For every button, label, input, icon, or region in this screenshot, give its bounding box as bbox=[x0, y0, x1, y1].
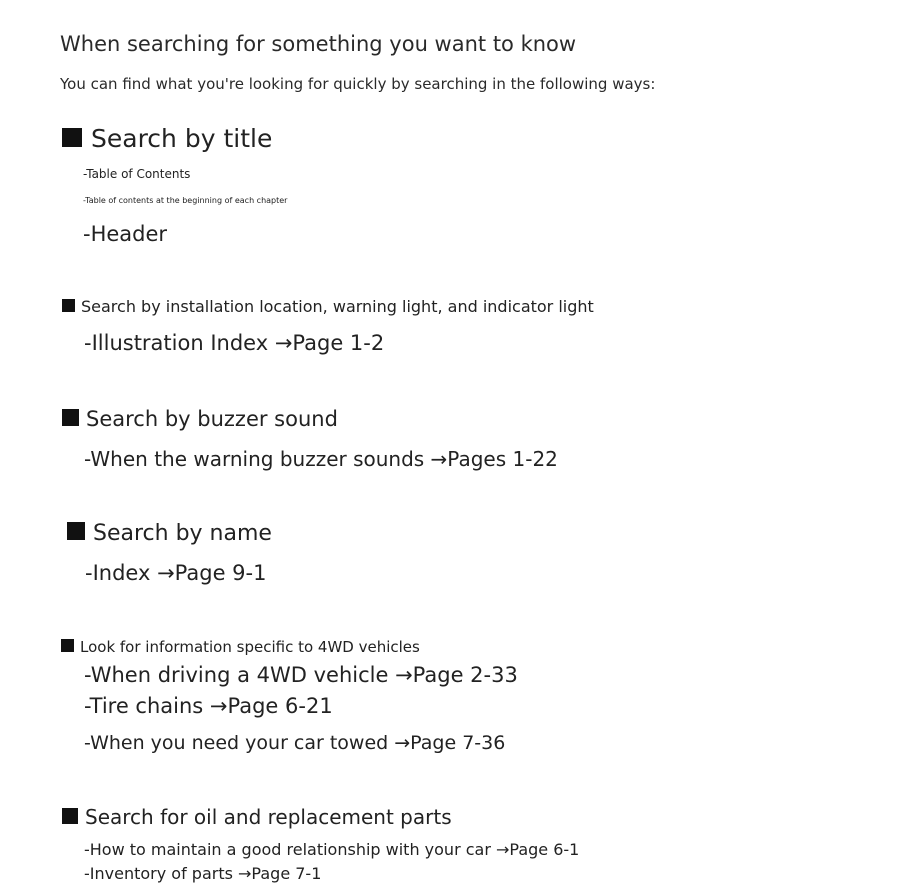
section-heading-buzzer bbox=[62, 409, 338, 430]
section-heading-title bbox=[62, 126, 272, 151]
list-item-4wd-driving: -When driving a 4WD vehicle →Page 2-33 bbox=[84, 663, 518, 687]
list-item-maintenance: -How to maintain a good relationship with your car →Page 6-1 bbox=[84, 840, 580, 859]
section-heading-name bbox=[67, 522, 272, 545]
section-heading-label: Search for oil and replacement parts bbox=[85, 805, 452, 829]
page-title: When searching for something you want to know bbox=[60, 32, 577, 56]
section-heading-label: Search by installation location, warning light, and indicator light bbox=[81, 297, 594, 316]
list-item-warning-buzzer: -When the warning buzzer sounds →Pages 1-22 bbox=[84, 447, 558, 471]
section-heading-label: Search by buzzer sound bbox=[86, 407, 338, 431]
list-item-chapter-contents: -Table of contents at the beginning of each chapter bbox=[83, 196, 288, 205]
square-bullet-icon bbox=[62, 409, 79, 426]
section-heading-oil bbox=[62, 807, 452, 827]
section-heading-label: Search by title bbox=[91, 124, 273, 153]
list-item-index: -Index →Page 9-1 bbox=[85, 561, 267, 585]
section-heading-label: Look for information specific to 4WD vehicles bbox=[80, 638, 420, 656]
list-item-header: -Header bbox=[83, 222, 168, 246]
section-heading-label: Search by name bbox=[93, 521, 272, 546]
square-bullet-icon bbox=[62, 128, 82, 147]
intro-text: You can find what you're looking for quickly by searching in the following ways: bbox=[60, 75, 656, 93]
square-bullet-icon bbox=[62, 299, 75, 312]
list-item-parts-inventory: -Inventory of parts →Page 7-1 bbox=[84, 864, 322, 883]
section-heading-4wd bbox=[61, 639, 420, 655]
square-bullet-icon bbox=[62, 808, 78, 824]
square-bullet-icon bbox=[67, 522, 85, 540]
list-item-table-of-contents: -Table of Contents bbox=[83, 167, 191, 181]
list-item-car-towed: -When you need your car towed →Page 7-36 bbox=[84, 732, 506, 754]
square-bullet-icon bbox=[61, 639, 74, 652]
section-heading-location bbox=[62, 299, 594, 315]
list-item-tire-chains: -Tire chains →Page 6-21 bbox=[84, 694, 333, 718]
list-item-illustration-index: -Illustration Index →Page 1-2 bbox=[84, 331, 385, 355]
